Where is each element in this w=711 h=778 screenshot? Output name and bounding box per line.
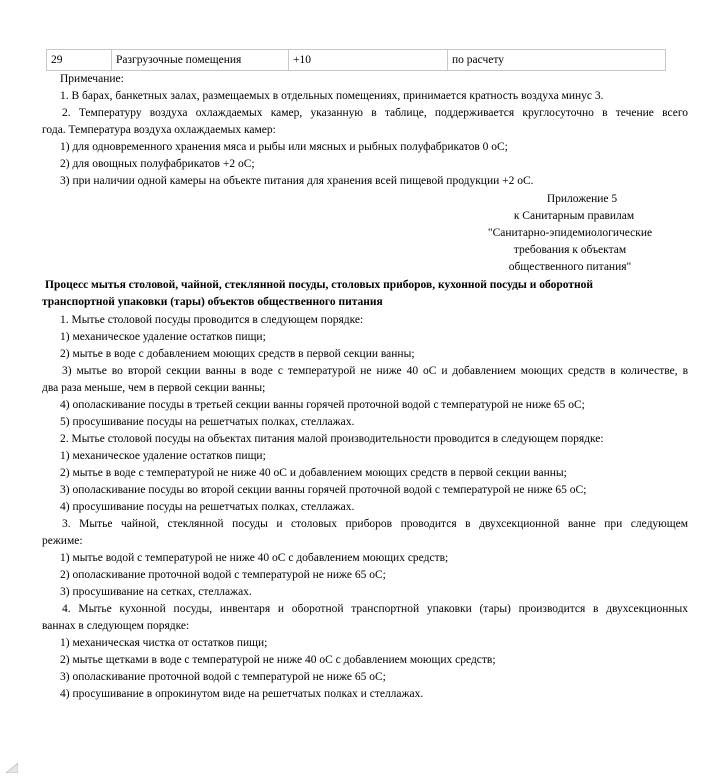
step-2-item-2: 2) мытье в воде с температурой не ниже 40 оС и добавлением моющих средств в первой секции ванны; [60, 467, 567, 479]
step-4-item-4: 4) просушивание в опрокинутом виде на решетчатых полках и стеллажах. [60, 688, 424, 700]
section-heading-line-2: транспортной упаковки (тары) объектов общественного питания [42, 296, 383, 308]
step-2-item-3: 3) ополаскивание посуды во второй секции ванны горячей проточной водой с температурой не ниже 65 оС; [60, 484, 587, 496]
step-1-item-3: 3) мытье во второй секции ванны в воде с температурой не ниже 40 оС и добавлением моющих средств в количестве, в [62, 365, 688, 377]
step-3-item-1: 1) мытье водой с температурой не ниже 40 оС с добавлением моющих средств; [60, 552, 449, 564]
resize-corner-icon [6, 763, 18, 773]
note-paragraph-2-cont: года. Температура воздуха охлаждаемых камер: [42, 124, 276, 136]
step-1-item-1: 1) механическое удаление остатков пищи; [60, 331, 266, 343]
step-2: 2. Мытье столовой посуды на объектах питания малой производительности проводится в следующем порядке: [60, 433, 604, 445]
step-3: 3. Мытье чайной, стеклянной посуды и столовых приборов проводится в двухсекционной ванне при следующем [62, 518, 688, 530]
note-item-3: 3) при наличии одной камеры на объекте питания для хранения всей пищевой продукции +2 оС. [60, 175, 534, 187]
note-item-1: 1) для одновременного хранения мяса и рыбы или мясных и рыбных полуфабрикатов 0 оС; [60, 141, 508, 153]
appendix-line-4: требования к объектам [513, 244, 627, 256]
section-heading-line-1: Процесс мытья столовой, чайной, стеклянной посуды, столовых приборов, кухонной посуды и оборотной [45, 279, 594, 291]
step-4-item-1: 1) механическая чистка от остатков пищи; [60, 637, 268, 649]
step-3-item-3: 3) просушивание на сетках, стеллажах. [60, 586, 252, 598]
step-4-item-3: 3) ополаскивание проточной водой с температурой не ниже 65 оС; [60, 671, 386, 683]
step-1-item-2: 2) мытье в воде с добавлением моющих средств в первой секции ванны; [60, 348, 415, 360]
appendix-line-2: к Санитарным правилам [513, 210, 635, 222]
note-paragraph-2: 2. Температуру воздуха охлаждаемых камер, указанную в таблице, поддерживается круглосуточно в течение всего [62, 107, 688, 119]
table-row [47, 50, 666, 71]
appendix-line-1: Приложение 5 [546, 193, 618, 205]
appendix-line-5: общественного питания" [508, 261, 632, 273]
room-name-cell: Разгрузочные помещения [112, 50, 289, 71]
temperature-cell: +10 [289, 50, 448, 71]
row-number-cell: 29 [47, 50, 112, 71]
ventilation-table [46, 49, 666, 71]
note-item-2: 2) для овощных полуфабрикатов +2 оС; [60, 158, 255, 170]
step-1-item-3-cont: два раза меньше, чем в первой секции ванны; [42, 382, 266, 394]
step-2-item-4: 4) просушивание посуды на решетчатых полках, стеллажах. [60, 501, 355, 513]
step-4-item-2: 2) мытье щетками в воде с температурой не ниже 40 оС с добавлением моющих средств; [60, 654, 496, 666]
note-title: Примечание: [60, 73, 124, 85]
step-4-cont: ваннах в следующем порядке: [42, 620, 190, 632]
air-rate-cell: по расчету [448, 50, 666, 71]
step-1-item-4: 4) ополаскивание посуды в третьей секции ванны горячей проточной водой с температурой не ниже 65 оС; [60, 399, 585, 411]
step-3-item-2: 2) ополаскивание проточной водой с температурой не ниже 65 оС; [60, 569, 386, 581]
appendix-line-3: "Санитарно-эпидемиологические [487, 227, 653, 239]
step-4: 4. Мытье кухонной посуды, инвентаря и оборотной транспортной упаковки (тары) производится в двухсекционных [62, 603, 688, 615]
step-3-cont: режиме: [42, 535, 83, 547]
step-2-item-1: 1) механическое удаление остатков пищи; [60, 450, 266, 462]
step-1-item-5: 5) просушивание посуды на решетчатых полках, стеллажах. [60, 416, 355, 428]
step-1: 1. Мытье столовой посуды проводится в следующем порядке: [60, 314, 364, 326]
note-paragraph-1: 1. В барах, банкетных залах, размещаемых в отдельных помещениях, принимается кратность воздуха минус 3. [60, 90, 604, 102]
